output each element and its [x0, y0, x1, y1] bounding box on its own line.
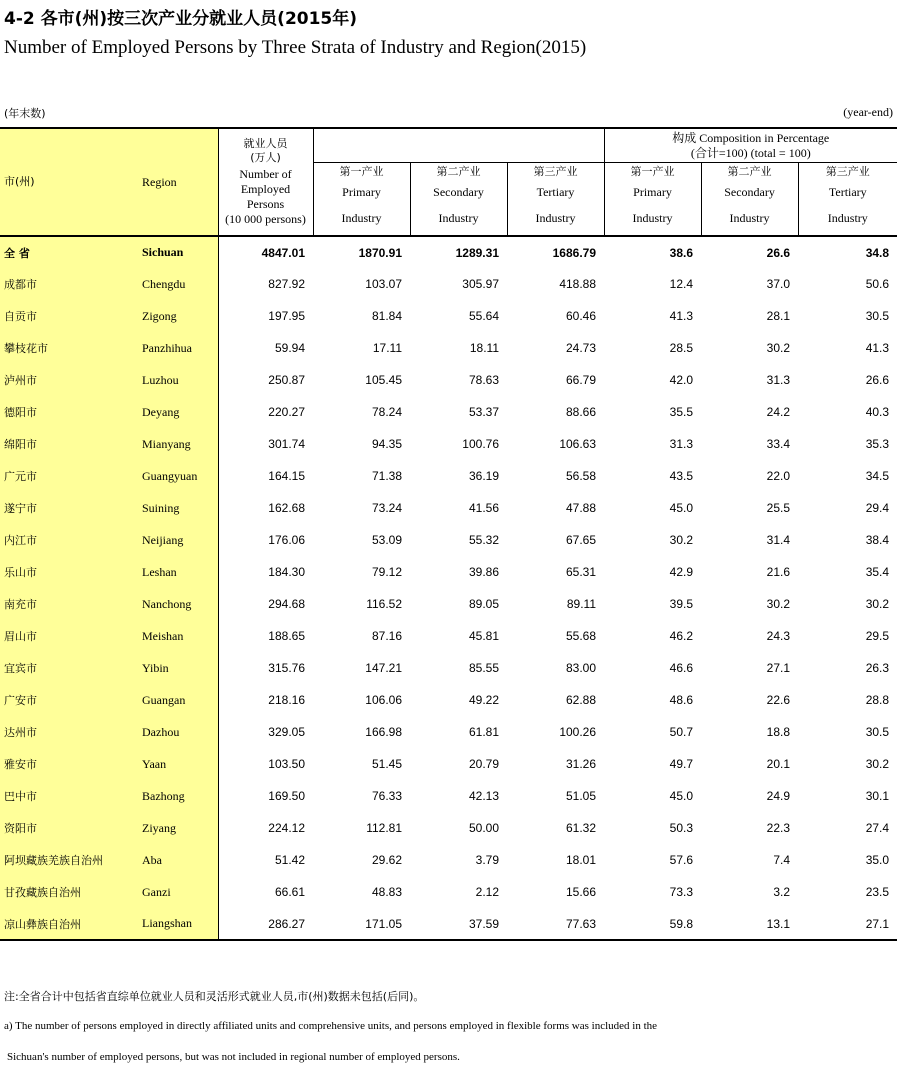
header-city-cn: 市(州): [0, 128, 142, 236]
row-primary: 53.09: [371, 533, 402, 547]
row-total: 218.16: [218, 684, 313, 716]
row-tertiary: 31.26: [565, 757, 597, 771]
row-primary: 48.83: [371, 885, 402, 899]
table-row: [0, 748, 897, 780]
row-tertiary: 83.00: [565, 661, 597, 675]
table-row: [0, 364, 897, 396]
row-tertiary-pct: 34.8: [865, 245, 890, 260]
table-row: [0, 460, 897, 492]
row-tertiary: 100.26: [559, 725, 597, 739]
table-row: [0, 332, 897, 364]
header-total-cn: 就业人员 (万人): [243, 137, 288, 164]
row-secondary-pct: 20.1: [766, 757, 791, 771]
table-row: [0, 812, 897, 844]
row-total: 224.12: [218, 812, 313, 844]
row-secondary: 2.12: [475, 885, 499, 899]
row-primary-pct: 30.2: [669, 533, 694, 547]
row-tertiary-pct: 26.3: [865, 661, 890, 675]
row-total: 188.65: [218, 620, 313, 652]
row-secondary-pct: 24.9: [766, 789, 791, 803]
row-primary-pct: 46.2: [669, 629, 694, 643]
row-tertiary-pct: 38.4: [865, 533, 890, 547]
row-secondary: 20.79: [468, 757, 499, 771]
row-total: 301.74: [218, 428, 313, 460]
header-primary-cn: 第一产业: [339, 165, 384, 178]
row-secondary-pct: 7.4: [773, 853, 791, 867]
row-tertiary: 65.31: [565, 565, 597, 579]
row-total: 162.68: [218, 492, 313, 524]
unit-note-en: (year-end): [843, 105, 893, 119]
row-city-cn: 广元市: [0, 460, 142, 492]
row-primary-pct: 57.6: [669, 853, 694, 867]
row-total: 103.50: [218, 748, 313, 780]
row-primary-pct: 73.3: [669, 885, 694, 899]
header-primary-en: Primary Industry: [341, 184, 382, 225]
row-primary-pct: 45.0: [669, 501, 694, 515]
header-region-en: Region: [142, 128, 218, 236]
row-city-cn: 绵阳市: [0, 428, 142, 460]
row-tertiary-pct: 30.2: [865, 597, 890, 611]
row-tertiary-pct: 34.5: [865, 469, 890, 483]
table-row: [0, 876, 897, 908]
row-city-cn: 巴中市: [0, 780, 142, 812]
row-city-cn: 眉山市: [0, 620, 142, 652]
row-tertiary-pct: 27.4: [865, 821, 890, 835]
header-tertiary-pct-cn: 第三产业: [825, 165, 870, 178]
row-secondary-pct: 13.1: [701, 908, 798, 940]
row-secondary-pct: 22.3: [766, 821, 791, 835]
table-row: [0, 908, 897, 940]
table-row: [0, 524, 897, 556]
row-primary: 78.24: [371, 405, 402, 419]
row-city-cn: 自贡市: [0, 300, 142, 332]
table-row: [0, 620, 897, 652]
row-tertiary-pct: 35.4: [865, 565, 890, 579]
header-secondary-cn: 第二产业: [436, 165, 481, 178]
table-row: [0, 428, 897, 460]
row-region-en: Meishan: [142, 620, 218, 652]
row-region-en: Guangyuan: [142, 460, 218, 492]
row-city-cn: 南充市: [0, 588, 142, 620]
row-secondary: 50.00: [468, 821, 499, 835]
row-secondary: 61.81: [468, 725, 499, 739]
row-tertiary-pct: 40.3: [865, 405, 890, 419]
row-region-en: Zigong: [142, 300, 218, 332]
header-tertiary-en: Tertiary Industry: [535, 184, 576, 225]
row-secondary: 89.05: [468, 597, 499, 611]
row-secondary: 1289.31: [455, 245, 499, 260]
row-primary: 51.45: [371, 757, 402, 771]
row-city-cn: 泸州市: [0, 364, 142, 396]
row-secondary: 3.79: [475, 853, 499, 867]
row-tertiary: 56.58: [565, 469, 597, 483]
row-primary: 73.24: [371, 501, 402, 515]
header-tertiary-pct: [798, 163, 897, 237]
row-region-en: Chengdu: [142, 268, 218, 300]
table-row: [0, 556, 897, 588]
row-tertiary: 61.32: [565, 821, 597, 835]
row-total: 220.27: [218, 396, 313, 428]
row-city-cn: 雅安市: [0, 748, 142, 780]
footnote-cn: 注:全省合计中包括省直综单位就业人员和灵活形式就业人员,市(州)数据未包括(后同)。: [4, 990, 425, 1003]
row-secondary-pct: 21.6: [766, 565, 791, 579]
row-region-en: Panzhihua: [142, 332, 218, 364]
header-primary: [313, 163, 410, 237]
row-tertiary-pct: 30.5: [865, 309, 890, 323]
header-primary-pct: [604, 163, 701, 237]
row-city-cn: 达州市: [0, 716, 142, 748]
row-primary-pct: 59.8: [604, 908, 701, 940]
row-region-en: Ziyang: [142, 812, 218, 844]
header-blank-group: [313, 128, 604, 163]
table-row: [0, 780, 897, 812]
row-total: 169.50: [218, 780, 313, 812]
header-secondary-pct-cn: 第二产业: [727, 165, 772, 178]
row-tertiary: 89.11: [566, 597, 597, 611]
row-tertiary-pct: 27.1: [798, 908, 897, 940]
header-secondary-pct: [701, 163, 798, 237]
header-composition-label: 构成 Composition in Percentage: [672, 130, 830, 145]
row-city-cn: 甘孜藏族自治州: [0, 876, 142, 908]
header-tertiary-cn: 第三产业: [533, 165, 578, 178]
header-tertiary: [507, 163, 604, 237]
row-secondary-pct: 27.1: [766, 661, 791, 675]
row-city-cn: 凉山彝族自治州: [0, 908, 142, 940]
row-secondary: 42.13: [468, 789, 499, 803]
row-total: 250.87: [218, 364, 313, 396]
table-row: [0, 236, 897, 268]
row-primary: 81.84: [371, 309, 402, 323]
row-tertiary-pct: 28.8: [865, 693, 890, 707]
header-secondary-pct-en: Secondary Industry: [724, 184, 775, 225]
row-secondary: 39.86: [468, 565, 499, 579]
row-secondary: 78.63: [468, 373, 499, 387]
table-title-en: Number of Employed Persons by Three Strata of Industry and Region(2015): [4, 37, 587, 58]
row-tertiary-pct: 30.5: [865, 725, 890, 739]
row-tertiary-pct: 29.4: [865, 501, 890, 515]
row-tertiary: 15.66: [565, 885, 597, 899]
row-tertiary: 24.73: [565, 341, 597, 355]
row-secondary: 100.76: [462, 437, 499, 451]
row-city-cn: 遂宁市: [0, 492, 142, 524]
row-tertiary-pct: 50.6: [865, 277, 890, 291]
row-city-cn: 乐山市: [0, 556, 142, 588]
unit-note-cn: (年末数): [4, 107, 46, 120]
row-primary-pct: 41.3: [669, 309, 694, 323]
row-primary: 94.35: [371, 437, 402, 451]
row-primary: 76.33: [371, 789, 402, 803]
row-city-cn: 德阳市: [0, 396, 142, 428]
header-composition-total: (合计=100) (total = 100): [690, 145, 811, 160]
row-primary-pct: 50.7: [669, 725, 694, 739]
row-tertiary: 67.65: [565, 533, 597, 547]
row-tertiary: 1686.79: [552, 245, 597, 260]
header-tertiary-pct-en: Tertiary Industry: [827, 184, 868, 225]
row-primary: 116.52: [366, 597, 402, 611]
row-tertiary: 55.68: [565, 629, 597, 643]
row-secondary-pct: 26.6: [766, 245, 791, 260]
row-secondary-pct: 18.8: [766, 725, 791, 739]
row-tertiary-pct: 35.0: [865, 853, 890, 867]
row-tertiary-pct: 30.1: [865, 789, 890, 803]
row-tertiary-pct: 30.2: [865, 757, 890, 771]
row-region-en: Dazhou: [142, 716, 218, 748]
row-total: 197.95: [218, 300, 313, 332]
row-secondary: 305.97: [462, 277, 499, 291]
row-region-en: Nanchong: [142, 588, 218, 620]
row-primary: 87.16: [371, 629, 402, 643]
row-region-en: Guangan: [142, 684, 218, 716]
row-primary-pct: 45.0: [669, 789, 694, 803]
table-row: [0, 684, 897, 716]
header-total: [218, 128, 313, 236]
row-secondary: 37.59: [410, 908, 507, 940]
row-region-en: Yibin: [142, 652, 218, 684]
row-tertiary: 66.79: [565, 373, 597, 387]
header-total-en: Number of Employed Persons (10 000 persons): [225, 166, 306, 226]
row-tertiary-pct: 35.3: [865, 437, 890, 451]
row-secondary: 41.56: [468, 501, 499, 515]
row-tertiary: 77.63: [507, 908, 604, 940]
row-total: 4847.01: [218, 236, 313, 268]
row-secondary-pct: 30.2: [766, 341, 791, 355]
row-primary: 106.06: [365, 693, 402, 707]
row-total: 329.05: [218, 716, 313, 748]
row-primary-pct: 28.5: [669, 341, 694, 355]
row-primary: 103.07: [365, 277, 402, 291]
footnote-en-line1: a) The number of persons employed in directly affiliated units and comprehensive units, and persons employed in flexible forms was included in the: [4, 1020, 658, 1032]
row-total: 51.42: [218, 844, 313, 876]
row-region-en: Aba: [142, 844, 218, 876]
row-secondary-pct: 30.2: [766, 597, 791, 611]
row-total: 827.92: [218, 268, 313, 300]
row-secondary: 36.19: [468, 469, 499, 483]
row-secondary-pct: 31.3: [766, 373, 791, 387]
table-row: [0, 268, 897, 300]
row-primary: 112.81: [366, 821, 402, 835]
row-primary-pct: 35.5: [669, 405, 694, 419]
row-tertiary: 106.63: [559, 437, 597, 451]
row-secondary-pct: 24.3: [766, 629, 791, 643]
row-tertiary: 51.05: [565, 789, 597, 803]
row-secondary-pct: 28.1: [766, 309, 791, 323]
table-row: [0, 300, 897, 332]
row-secondary-pct: 22.0: [766, 469, 791, 483]
row-secondary: 53.37: [468, 405, 499, 419]
row-total: 164.15: [218, 460, 313, 492]
table-row: [0, 492, 897, 524]
table-row: [0, 588, 897, 620]
row-tertiary: 60.46: [565, 309, 597, 323]
row-city-cn: 成都市: [0, 268, 142, 300]
row-primary-pct: 50.3: [669, 821, 694, 835]
row-primary-pct: 48.6: [669, 693, 694, 707]
table-row: [0, 396, 897, 428]
row-primary-pct: 42.9: [669, 565, 694, 579]
row-total: 66.61: [218, 876, 313, 908]
row-secondary-pct: 25.5: [766, 501, 791, 515]
row-primary: 17.11: [372, 341, 402, 355]
row-secondary-pct: 33.4: [766, 437, 791, 451]
row-tertiary-pct: 29.5: [865, 629, 890, 643]
row-tertiary-pct: 23.5: [865, 885, 890, 899]
row-primary: 71.38: [371, 469, 402, 483]
header-secondary-en: Secondary Industry: [433, 184, 484, 225]
row-region-en: Luzhou: [142, 364, 218, 396]
table-row: [0, 652, 897, 684]
row-primary: 29.62: [371, 853, 402, 867]
row-secondary-pct: 31.4: [766, 533, 791, 547]
row-city-cn: 宜宾市: [0, 652, 142, 684]
row-city-cn: 内江市: [0, 524, 142, 556]
row-secondary-pct: 24.2: [766, 405, 791, 419]
row-secondary: 55.32: [468, 533, 499, 547]
row-city-cn: 攀枝花市: [0, 332, 142, 364]
row-primary: 147.21: [365, 661, 402, 675]
row-tertiary: 62.88: [565, 693, 597, 707]
header-composition: [604, 128, 897, 163]
row-region-en: Ganzi: [142, 876, 218, 908]
row-primary: 171.05: [313, 908, 410, 940]
row-city-cn: 广安市: [0, 684, 142, 716]
row-region-en: Mianyang: [142, 428, 218, 460]
row-secondary-pct: 3.2: [773, 885, 791, 899]
row-region-en: Yaan: [142, 748, 218, 780]
row-total: 286.27: [218, 908, 313, 940]
row-total: 294.68: [218, 588, 313, 620]
row-tertiary: 418.88: [559, 277, 597, 291]
row-tertiary: 88.66: [565, 405, 597, 419]
table-row: [0, 844, 897, 876]
table-title-cn: 4-2 各市(州)按三次产业分就业人员(2015年): [4, 9, 358, 29]
row-region-en: Liangshan: [142, 908, 218, 940]
row-region-en: Sichuan: [142, 236, 218, 268]
table-row: [0, 716, 897, 748]
row-region-en: Suining: [142, 492, 218, 524]
row-primary-pct: 46.6: [669, 661, 694, 675]
row-secondary-pct: 22.6: [766, 693, 791, 707]
row-tertiary: 47.88: [565, 501, 597, 515]
employment-table: [0, 127, 897, 941]
row-primary-pct: 31.3: [669, 437, 694, 451]
row-city-cn: 全 省: [0, 236, 142, 268]
row-primary-pct: 49.7: [669, 757, 694, 771]
row-region-en: Leshan: [142, 556, 218, 588]
row-primary-pct: 12.4: [669, 277, 694, 291]
row-total: 184.30: [218, 556, 313, 588]
row-primary: 166.98: [365, 725, 402, 739]
footnote-en-line2: Sichuan's number of employed persons, but was not included in regional number of employed persons.: [7, 1051, 460, 1063]
row-secondary-pct: 37.0: [766, 277, 791, 291]
row-secondary: 18.11: [469, 341, 499, 355]
row-region-en: Bazhong: [142, 780, 218, 812]
row-primary: 79.12: [371, 565, 402, 579]
row-region-en: Deyang: [142, 396, 218, 428]
header-primary-pct-en: Primary Industry: [632, 184, 673, 225]
row-total: 315.76: [218, 652, 313, 684]
row-primary-pct: 38.6: [669, 245, 694, 260]
row-city-cn: 资阳市: [0, 812, 142, 844]
row-secondary: 55.64: [468, 309, 499, 323]
row-secondary: 49.22: [468, 693, 499, 707]
row-tertiary-pct: 41.3: [865, 341, 890, 355]
header-secondary: [410, 163, 507, 237]
row-region-en: Neijiang: [142, 524, 218, 556]
row-tertiary: 18.01: [565, 853, 597, 867]
row-primary-pct: 39.5: [669, 597, 694, 611]
row-primary: 1870.91: [358, 245, 402, 260]
row-primary-pct: 43.5: [669, 469, 694, 483]
row-tertiary-pct: 26.6: [865, 373, 890, 387]
row-total: 176.06: [218, 524, 313, 556]
row-secondary: 85.55: [468, 661, 499, 675]
row-secondary: 45.81: [468, 629, 499, 643]
header-primary-pct-cn: 第一产业: [630, 165, 675, 178]
row-total: 59.94: [218, 332, 313, 364]
row-primary-pct: 42.0: [669, 373, 694, 387]
row-primary: 105.45: [365, 373, 402, 387]
row-city-cn: 阿坝藏族羌族自治州: [0, 844, 142, 876]
